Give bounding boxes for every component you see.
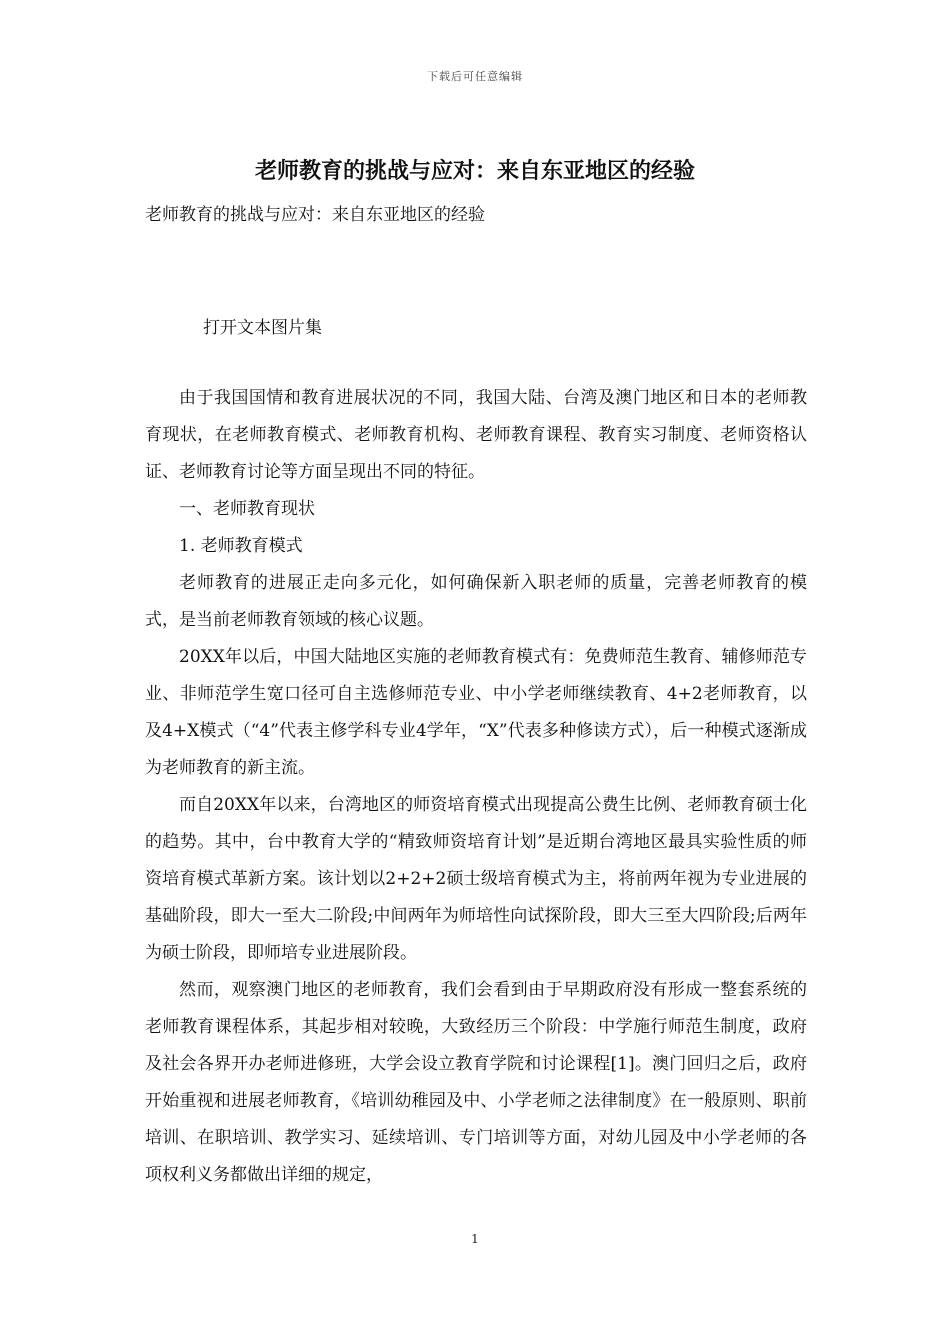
- paragraph: 20XX年以后，中国大陆地区实施的老师教育模式有：免费师范生教育、辅修师范专业、非师范学生宽口径可自主选修师范专业、中小学老师继续教育、4+2老师教育，以及4+X模式（“4”代表主修学科专业4学年，“X”代表多种修读方式），后一种模式逐渐成为老师教育的新主流。: [145, 647, 807, 778]
- paragraph: 而自20XX年以来，台湾地区的师资培育模式出现提高公费生比例、老师教育硕士化的趋势。其中，台中教育大学的“精致师资培育计划”是近期台湾地区最具实验性质的师资培育模式革新方案。该计划以2+2+2硕士级培育模式为主，将前两年视为专业进展的基础阶段，即大一至大二阶段;中间两年为师培性向试探阶段，即大三至大四阶段;后两年为硕士阶段，即师培专业进展阶段。: [145, 795, 807, 963]
- document-title: 老师教育的挑战与应对：来自东亚地区的经验: [254, 159, 695, 184]
- header-note: 下载后可任意编辑: [427, 70, 523, 83]
- paragraph: 然而，观察澳门地区的老师教育，我们会看到由于早期政府没有形成一整套系统的老师教育课程体系，其起步相对较晚，大致经历三个阶段：中学施行师范生制度，政府及社会各界开办老师进修班，大学会设立教育学院和讨论课程[1]。澳门回归之后，政府开始重视和进展老师教育，《培训幼稚园及中、小学老师之法律制度》在一般原则、职前培训、在职培训、教学实习、延续培训、专门培训等方面，对幼儿园及中小学老师的各项权利义务都做出详细的规定，: [145, 980, 807, 1185]
- section-heading: 一、老师教育现状: [179, 499, 315, 519]
- body-text: [145, 380, 807, 1194]
- subsection-heading: 1. 老师教育模式: [179, 536, 303, 556]
- open-image-gallery-link[interactable]: 打开文本图片集: [203, 318, 322, 338]
- document-subtitle: 老师教育的挑战与应对：来自东亚地区的经验: [145, 205, 485, 225]
- paragraph: 老师教育的进展正走向多元化，如何确保新入职老师的质量，完善老师教育的模式，是当前老师教育领域的核心议题。: [145, 573, 807, 630]
- page-number: 1: [471, 1232, 479, 1246]
- paragraph-intro: 由于我国国情和教育进展状况的不同，我国大陆、台湾及澳门地区和日本的老师教育现状，在老师教育模式、老师教育机构、老师教育课程、教育实习制度、老师资格认证、老师教育讨论等方面呈现出不同的特征。: [145, 388, 807, 482]
